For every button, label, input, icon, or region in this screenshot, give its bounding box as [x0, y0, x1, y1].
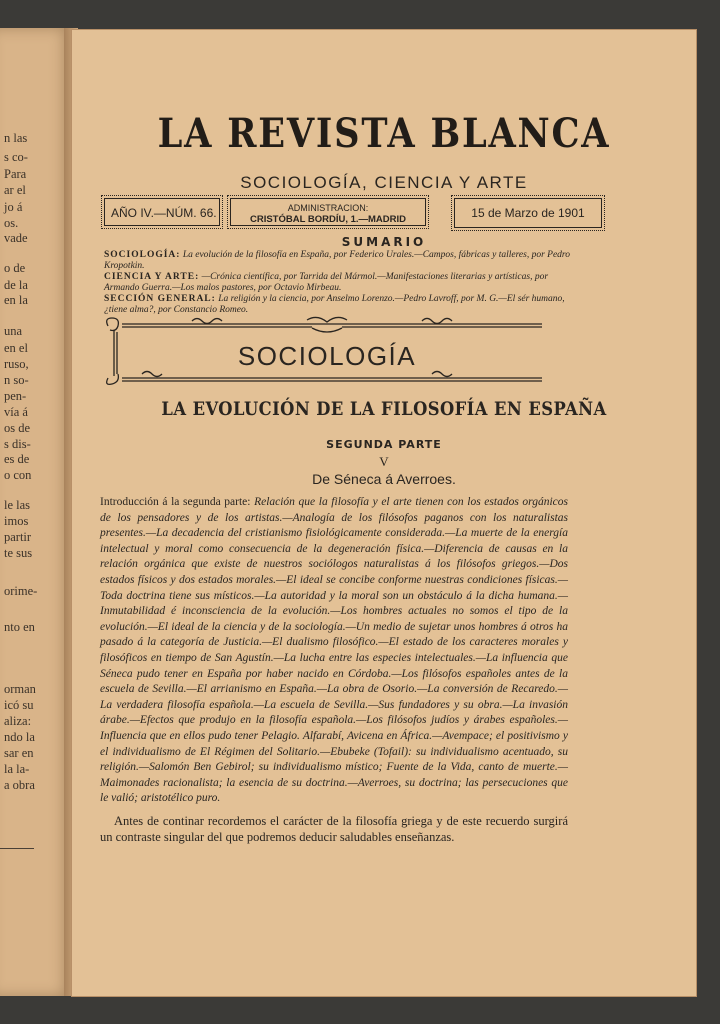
- toc-entry: [104, 294, 574, 316]
- facing-page-rule: [0, 848, 34, 849]
- facing-page-fragment: os.: [4, 216, 19, 230]
- facing-page-fragment: s co-: [4, 150, 28, 164]
- facing-page-fragment: os de: [4, 421, 31, 435]
- toc-text: La religión y la ciencia, por Anselmo Lorenzo.—Pedro Lavroff, por M. G.—El sér humano, ¿tiene alma?, por Constancio Romeo.: [104, 294, 565, 315]
- article-part: SEGUNDA PARTE: [326, 438, 442, 451]
- facing-page-fragment: imos: [4, 514, 29, 528]
- intro-label: Introducción á la segunda parte:: [100, 496, 255, 508]
- facing-page-fragment: sar en: [4, 746, 34, 760]
- facing-page-fragment: de la: [4, 278, 28, 292]
- summary-text: Relación que la filosofía y el arte tienen con los estados orgánicos de los pensadores y de los artistas.—Analogía de los filósofos paganos con los naturalistas presentes.—La decadencia del cristianismo fisiológicamente considerada.—La muerte de la energía intelectual y moral como consecuencia de la degeneración física.—Diferencia de causas en la relación orgánica que existe de nuestros sociólogos naturalistas á los filósofos griegos.—Dos estados físicos y dos estados morales.—El ideal se concibe conforme nuestras condiciones físicas.—Toda doctrina tiene sus místicos.—La autoridad y la moral son un obstáculo á la dicha humana.—Inmutabilidad é inconsciencia de la evolución.—Los hombres actuales no somos el tipo de la evolución.—El ideal de la ciencia y de la sociología.—Un medio de sujetar unos hombres á otros ha pasado á la categoría de Justicia.—El dualismo filosófico.—El estado de los caracteres morales y filosóficos en tiempo de San Agustín.—La lucha entre las especies intelectuales.—La influencia que Séneca pudo tener en España por haber nacido en Córdoba.—Los filósofos españoles antes de la escuela de Sevilla.—El arrianismo en España.—La obra de Osorio.—La conversión de Recaredo.—La verdadera filosofía española.—La escuela de Sevilla.—Sus fundadores y su obra.—La invasión árabe.—Efectos que produjo en la filosofía española.—Los filósofos judíos y árabes españoles.—Influencia que en ellos pudo tener Pelagio. Alfarabí, Avicena en África.—Avempace; el positivismo y el individualismo de El Régimen del Solitario.—Ebubeke (Tofail): su individualismo acentuado, su religión.—Salomón Ben Gebirol; su individualismo místico; Fuente de la Vida, canto de muerte.—Maimonades racionalista; la esencia de su doctrina.—Averroes, su doctrina; las persecuciones que le valió; aristotélico puro.: [100, 496, 568, 805]
- facing-page-fragment: pen-: [4, 389, 27, 403]
- facing-page-fragment: le las: [4, 498, 31, 512]
- facing-page-fragment: ndo la: [4, 730, 35, 744]
- facing-page-fragment: a obra: [4, 778, 35, 792]
- issue-info-bar: [104, 198, 585, 230]
- facing-page-fragment: n las: [4, 131, 28, 145]
- facing-page-fragment: Para: [4, 167, 27, 181]
- administration-box: [230, 198, 426, 226]
- section-banner: [102, 314, 552, 386]
- chapter-title: De Séneca á Averroes.: [312, 471, 456, 487]
- facing-page-fragment: o con: [4, 468, 32, 482]
- administration-label: ADMINISTRACION:: [287, 203, 369, 213]
- masthead-subtitle: SOCIOLOGÍA, CIENCIA Y ARTE: [240, 173, 528, 192]
- facing-page-fragment: una: [4, 324, 23, 338]
- toc-section: SOCIOLOGÍA:: [104, 250, 181, 260]
- table-of-contents: [104, 250, 574, 316]
- facing-page-fragment: partir: [4, 530, 32, 544]
- facing-page-fragment: orime-: [4, 584, 38, 598]
- summary-heading: SUMARIO: [341, 235, 427, 249]
- masthead-title: LA REVISTA BLANCA: [157, 110, 611, 157]
- toc-entry: [104, 250, 574, 272]
- facing-page-fragment: vía á: [4, 405, 28, 419]
- toc-section: CIENCIA Y ARTE:: [104, 272, 200, 282]
- facing-page-fragment: es de: [4, 452, 30, 466]
- chapter-number: V: [379, 454, 389, 469]
- body-paragraph: Antes de continar recordemos el carácter de la filosofía griega y de este recuerdo surgirá un contraste singular del que podremos deducir saludables enseñanzas.: [100, 813, 568, 844]
- facing-page-fragment: icó su: [4, 698, 34, 712]
- facing-page-fragment: ar el: [4, 183, 26, 197]
- article-title: LA EVOLUCIÓN DE LA FILOSOFÍA EN ESPAÑA: [161, 398, 607, 420]
- toc-section: SECCIÓN GENERAL:: [104, 294, 216, 304]
- facing-page-fragment: aliza:: [4, 714, 32, 728]
- toc-entry: [104, 272, 574, 294]
- article-body: [100, 495, 568, 845]
- issue-number: AÑO IV.—NÚM. 66.: [104, 198, 220, 226]
- facing-page-fragment: orman: [4, 682, 36, 696]
- facing-page-fragment: te sus: [4, 546, 33, 560]
- magazine-page: [72, 30, 696, 996]
- chapter-summary: [100, 495, 568, 807]
- facing-page-fragment: en la: [4, 293, 28, 307]
- facing-page-fragment: vade: [4, 231, 28, 245]
- facing-page-fragment: n so-: [4, 373, 29, 387]
- toc-text: —Crónica científica, por Tarrida del Mármol.—Manifestaciones literarias y artísticas, por Armando Guerra.—Los malos pastores, por Octavio Mirbeau.: [104, 272, 549, 293]
- facing-page-fragment: nto en: [4, 620, 35, 634]
- toc-text: La evolución de la filosofía en España, por Federico Urales.—Campos, fábricas y talleres, por Pedro Kropotkin.: [104, 250, 571, 271]
- facing-page: [0, 28, 74, 996]
- facing-page-fragment: en el: [4, 341, 28, 355]
- facing-page-fragment: jo á: [4, 200, 23, 214]
- section-title: SOCIOLOGÍA: [237, 341, 417, 371]
- facing-page-fragment: s dis-: [4, 437, 31, 451]
- issue-date: 15 de Marzo de 1901: [454, 198, 602, 228]
- facing-page-fragment: la la-: [4, 762, 30, 776]
- facing-page-fragment: ruso,: [4, 357, 29, 371]
- facing-page-fragment: o de: [4, 261, 26, 275]
- administration-address: CRISTÓBAL BORDÍU, 1.—MADRID: [249, 214, 407, 225]
